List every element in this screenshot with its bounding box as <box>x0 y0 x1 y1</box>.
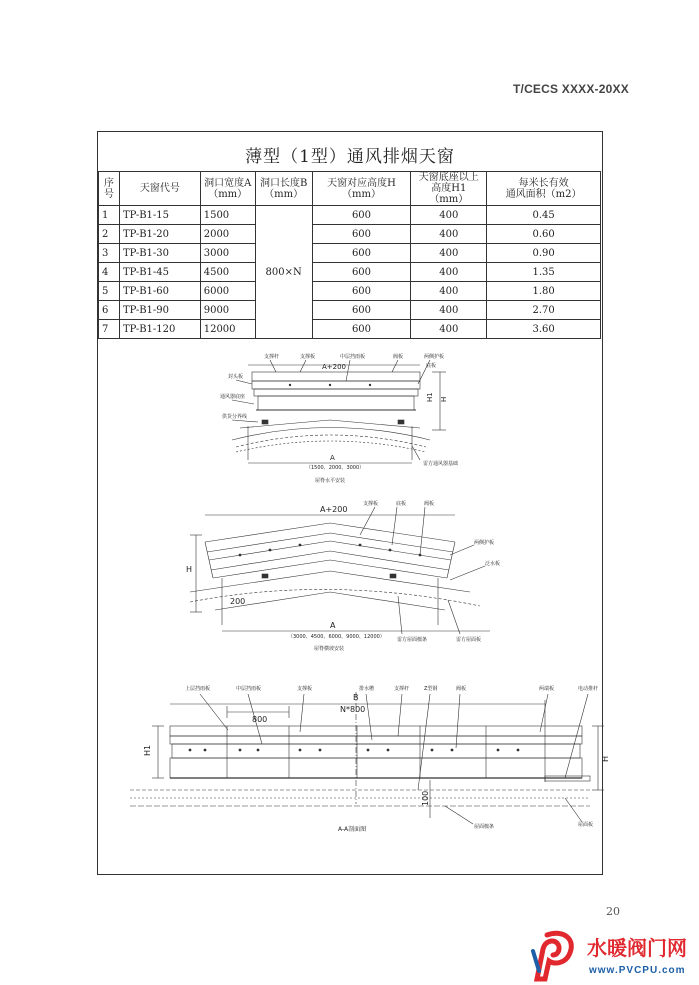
window-height: 600 <box>312 282 411 301</box>
dim-a-plus-200: A+200 <box>322 363 347 371</box>
row-number: 6 <box>99 301 120 320</box>
dim-a: A <box>330 454 335 462</box>
header-cell: 天窗代号 <box>119 172 200 206</box>
label-cover: 供货分界线 <box>222 414 248 420</box>
dim-h-3: H <box>601 755 610 762</box>
label-side-guard-3: 两端板 <box>539 686 555 692</box>
window-code: TP-B1-15 <box>119 206 200 225</box>
label-support-plate-3: 支撑板 <box>297 686 313 692</box>
opening-width: 1500 <box>200 206 255 225</box>
label-valve-plate-3: 阀板 <box>456 686 467 692</box>
window-height: 600 <box>312 206 411 225</box>
window-height: 600 <box>312 301 411 320</box>
opening-width: 3000 <box>200 244 255 263</box>
vent-area: 1.35 <box>487 263 601 282</box>
row-number: 7 <box>99 320 120 339</box>
vent-area: 2.70 <box>487 301 601 320</box>
opening-length: 800×N <box>255 206 312 339</box>
row-number: 3 <box>99 244 120 263</box>
opening-width: 6000 <box>200 282 255 301</box>
window-code: TP-B1-120 <box>119 320 200 339</box>
header-cell: 天窗底座以上 高度H1（mm） <box>411 172 487 206</box>
label-base-plate-2: 底板 <box>396 501 407 507</box>
drawing-section-aa <box>130 692 604 824</box>
vent-area: 1.80 <box>487 282 601 301</box>
dim-a-values: （1500、2000、3000） <box>306 465 365 471</box>
window-code: TP-B1-60 <box>119 282 200 301</box>
label-purlin-3: 屋面檩条 <box>474 824 495 830</box>
label-valve-plate-2: 阀板 <box>424 501 435 507</box>
dim-h1: H1 <box>426 392 434 402</box>
label-roof-tube: 雷方通风器基础 <box>423 461 459 467</box>
label-support-plate: 支撑板 <box>300 354 316 360</box>
vent-area: 0.45 <box>487 206 601 225</box>
label-roof-plate: 雷方屋面板 <box>456 637 482 643</box>
vent-area: 0.90 <box>487 244 601 263</box>
label-z-steel: Z型钢 <box>424 686 438 692</box>
watermark-logo <box>525 927 699 985</box>
row-number: 1 <box>99 206 120 225</box>
caption-ridge-horizontal: 屋脊水平安装 <box>315 478 346 484</box>
drawing-ridge-horizontal <box>232 360 446 463</box>
dim-h1-3: H1 <box>143 744 152 756</box>
dim-a-plus-200-2: A+200 <box>320 505 348 514</box>
label-middle-baffle: 中层挡雨板 <box>340 354 366 360</box>
row-number: 5 <box>99 282 120 301</box>
header-cell: 天窗对应高度H （mm） <box>312 172 411 206</box>
header-cell: 洞口长度B （mm） <box>255 172 312 206</box>
window-height: 600 <box>312 225 411 244</box>
watermark-emblem-icon <box>533 933 571 979</box>
opening-width: 2000 <box>200 225 255 244</box>
base-height: 400 <box>411 225 487 244</box>
label-gutter: 排水槽 <box>359 686 375 692</box>
page-number: 20 <box>606 905 620 918</box>
watermark-url: www.PVCPU.com <box>589 965 686 976</box>
label-purlin: 雷方屋面檩条 <box>397 637 428 643</box>
header-cell: 洞口宽度A （mm） <box>200 172 255 206</box>
label-motor-rod: 电动推杆 <box>578 686 599 692</box>
vent-area: 3.60 <box>487 320 601 339</box>
label-vent-base: 通风器底座 <box>220 394 246 400</box>
watermark-text: 水暖阀门网 <box>587 936 687 960</box>
label-support-rod-3: 支撑杆 <box>394 686 410 692</box>
window-code: TP-B1-30 <box>119 244 200 263</box>
opening-width: 9000 <box>200 301 255 320</box>
dim-100: 100 <box>421 790 430 806</box>
base-height: 400 <box>411 282 487 301</box>
label-flashing: 泛水板 <box>485 561 501 567</box>
label-side-guard: 两侧护板 <box>424 354 445 360</box>
base-height: 400 <box>411 244 487 263</box>
dim-h: H <box>440 396 448 402</box>
window-code: TP-B1-90 <box>119 301 200 320</box>
row-number: 2 <box>99 225 120 244</box>
label-base-plate: 底板 <box>426 363 437 369</box>
label-upper-baffle: 上层挡雨板 <box>185 686 211 692</box>
dim-800: 800 <box>252 715 268 724</box>
label-support-plate-2: 支撑板 <box>363 501 379 507</box>
dim-200: 200 <box>230 597 246 606</box>
dim-b: B <box>353 693 359 702</box>
label-side-guard-2: 两侧护板 <box>474 540 495 546</box>
window-height: 600 <box>312 244 411 263</box>
label-roof-plate-3: 屋面板 <box>578 822 594 828</box>
dim-a-2: A <box>330 621 336 630</box>
label-seal-plate: 封头板 <box>228 374 244 380</box>
table-title: 薄型（1型）通风排烟天窗 <box>245 147 455 167</box>
window-height: 600 <box>312 320 411 339</box>
header-cell: 每米长有效 通风面积（m2） <box>487 172 601 206</box>
vent-area: 0.60 <box>487 225 601 244</box>
opening-width: 4500 <box>200 263 255 282</box>
dim-n800: N*800 <box>340 705 366 714</box>
standard-code: T/CECS XXXX-20XX <box>513 82 629 96</box>
drawing-ridge-slope <box>190 507 490 634</box>
window-code: TP-B1-20 <box>119 225 200 244</box>
label-valve-plate: 阀板 <box>393 354 404 360</box>
label-support-rod: 支撑杆 <box>264 354 280 360</box>
window-code: TP-B1-45 <box>119 263 200 282</box>
opening-width: 12000 <box>200 320 255 339</box>
caption-section-aa: A-A剖面图 <box>338 826 367 833</box>
base-height: 400 <box>411 263 487 282</box>
base-height: 400 <box>411 301 487 320</box>
window-height: 600 <box>312 263 411 282</box>
base-height: 400 <box>411 320 487 339</box>
base-height: 400 <box>411 206 487 225</box>
row-number: 4 <box>99 263 120 282</box>
label-middle-baffle-3: 中层挡雨板 <box>236 686 262 692</box>
dim-h-2: H <box>186 565 193 574</box>
dim-a-values-2: （3000、4500、6000、9000、12000） <box>288 634 385 640</box>
header-cell: 序号 <box>99 172 120 206</box>
caption-ridge-slope: 屋脊横坡安装 <box>314 646 345 652</box>
